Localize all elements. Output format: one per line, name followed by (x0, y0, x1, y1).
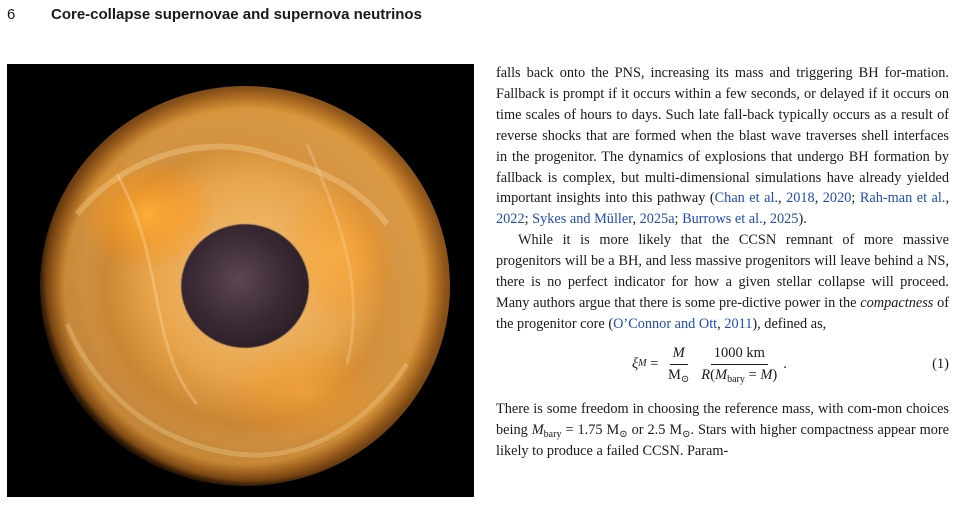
eq-text: ( (710, 366, 715, 383)
citation-link[interactable]: Sykes and Müller (532, 211, 633, 228)
citation-link[interactable]: 2020 (822, 190, 852, 207)
page-number: 6 (7, 6, 16, 23)
text-run: ). (798, 211, 807, 228)
text-run: ; (524, 211, 533, 228)
text-run: While it is more likely that the CCSN remnant of more massive progenitors will be a BH, and less massive progenitors will leave behind a NS, there is no perfect indicator for how a given stellar collapse will proceed. Many authors argue that there is some pre-dictive power in the (496, 232, 949, 311)
text-run: , (717, 315, 725, 332)
text-run: falls back onto the PNS, increasing its mass and triggering BH for-mation. Fallback is prompt if it occurs within a few seconds, or delayed if it occurs on time scales of hours to days. Such late fall-back typically occurs as a result of reverse shocks that are formed when the blast wave traverses shell interfaces in the progenitor. The dynamics of explosions that undergo BH formation by fallback is complex, but multi-dimensional simulations have already yielded important insights into this pathway ( (496, 65, 949, 207)
text-run: . Stars with higher compactness appear more likely to produce a failed CCSN. Param- (496, 421, 949, 459)
citation-link[interactable]: Burrows et al. (682, 211, 763, 228)
text-run: ), defined as, (752, 315, 827, 332)
eq-symbol: ξ (632, 355, 639, 372)
text-run: of the progenitor core ( (496, 294, 949, 332)
text-column (496, 63, 949, 462)
math-symbol: M (531, 421, 544, 438)
supernova-rendering (7, 64, 474, 497)
text-run: or 2.5 M (627, 421, 683, 438)
equation-number: (1) (932, 355, 949, 372)
citation-link[interactable]: 2025 (769, 211, 799, 228)
eq-denominator (665, 365, 692, 384)
eq-numerator: M (670, 345, 688, 365)
paragraph-reference-mass (496, 399, 949, 462)
citation-link[interactable]: Chan et al. (714, 190, 779, 207)
emphasis-term: compactness (860, 294, 934, 311)
citation-link[interactable]: O’Connor and Ott (613, 315, 718, 332)
eq-text: = (744, 366, 761, 383)
equation-compactness (496, 341, 949, 391)
text-run: , (778, 190, 787, 207)
text-run: ; (851, 190, 860, 207)
math-subscript: ⊙ (682, 428, 691, 440)
running-head (7, 5, 422, 25)
eq-text: M (715, 366, 728, 383)
citation-link[interactable]: 2025a (639, 211, 675, 228)
eq-subscript: bary (727, 373, 745, 385)
text-run: , (762, 211, 770, 228)
math-subscript: ⊙ (619, 428, 628, 440)
paragraph-compactness (496, 230, 949, 335)
citation-link[interactable]: 2011 (724, 315, 753, 332)
eq-denominator (698, 365, 780, 384)
text-run: , (945, 190, 950, 207)
math-subscript: bary (543, 428, 562, 440)
chapter-title: Core-collapse supernovae and supernova neutrinos (51, 6, 422, 23)
eq-text: R (701, 366, 711, 383)
eq-numerator: 1000 km (711, 345, 768, 365)
eq-fraction-mass (665, 345, 692, 384)
eq-operator: = (646, 355, 662, 372)
eq-text: M (668, 366, 681, 383)
text-run: , (814, 190, 823, 207)
eq-text: . (783, 355, 787, 372)
text-run: , (632, 211, 640, 228)
paragraph-fallback (496, 63, 949, 230)
text-run: There is some freedom in choosing the reference mass, with com-mon choices being (496, 400, 949, 438)
text-run: = 1.75 M (561, 421, 620, 438)
citation-link[interactable]: 2022 (496, 211, 525, 228)
citation-link[interactable]: Rah-man et al. (859, 190, 946, 207)
text-run: ; (674, 211, 683, 228)
eq-text: ) (772, 366, 778, 383)
equation-body: ξ M = $\frac{M}{M_⊙}$ $\frac{1000 km}{R(M_{bary} = M)}$ . (632, 344, 787, 385)
supernova-figure (7, 64, 474, 497)
eq-text: M (760, 366, 773, 383)
eq-fraction-radius (698, 345, 780, 384)
citation-link[interactable]: 2018 (786, 190, 815, 207)
eq-subscript: ⊙ (680, 373, 690, 385)
